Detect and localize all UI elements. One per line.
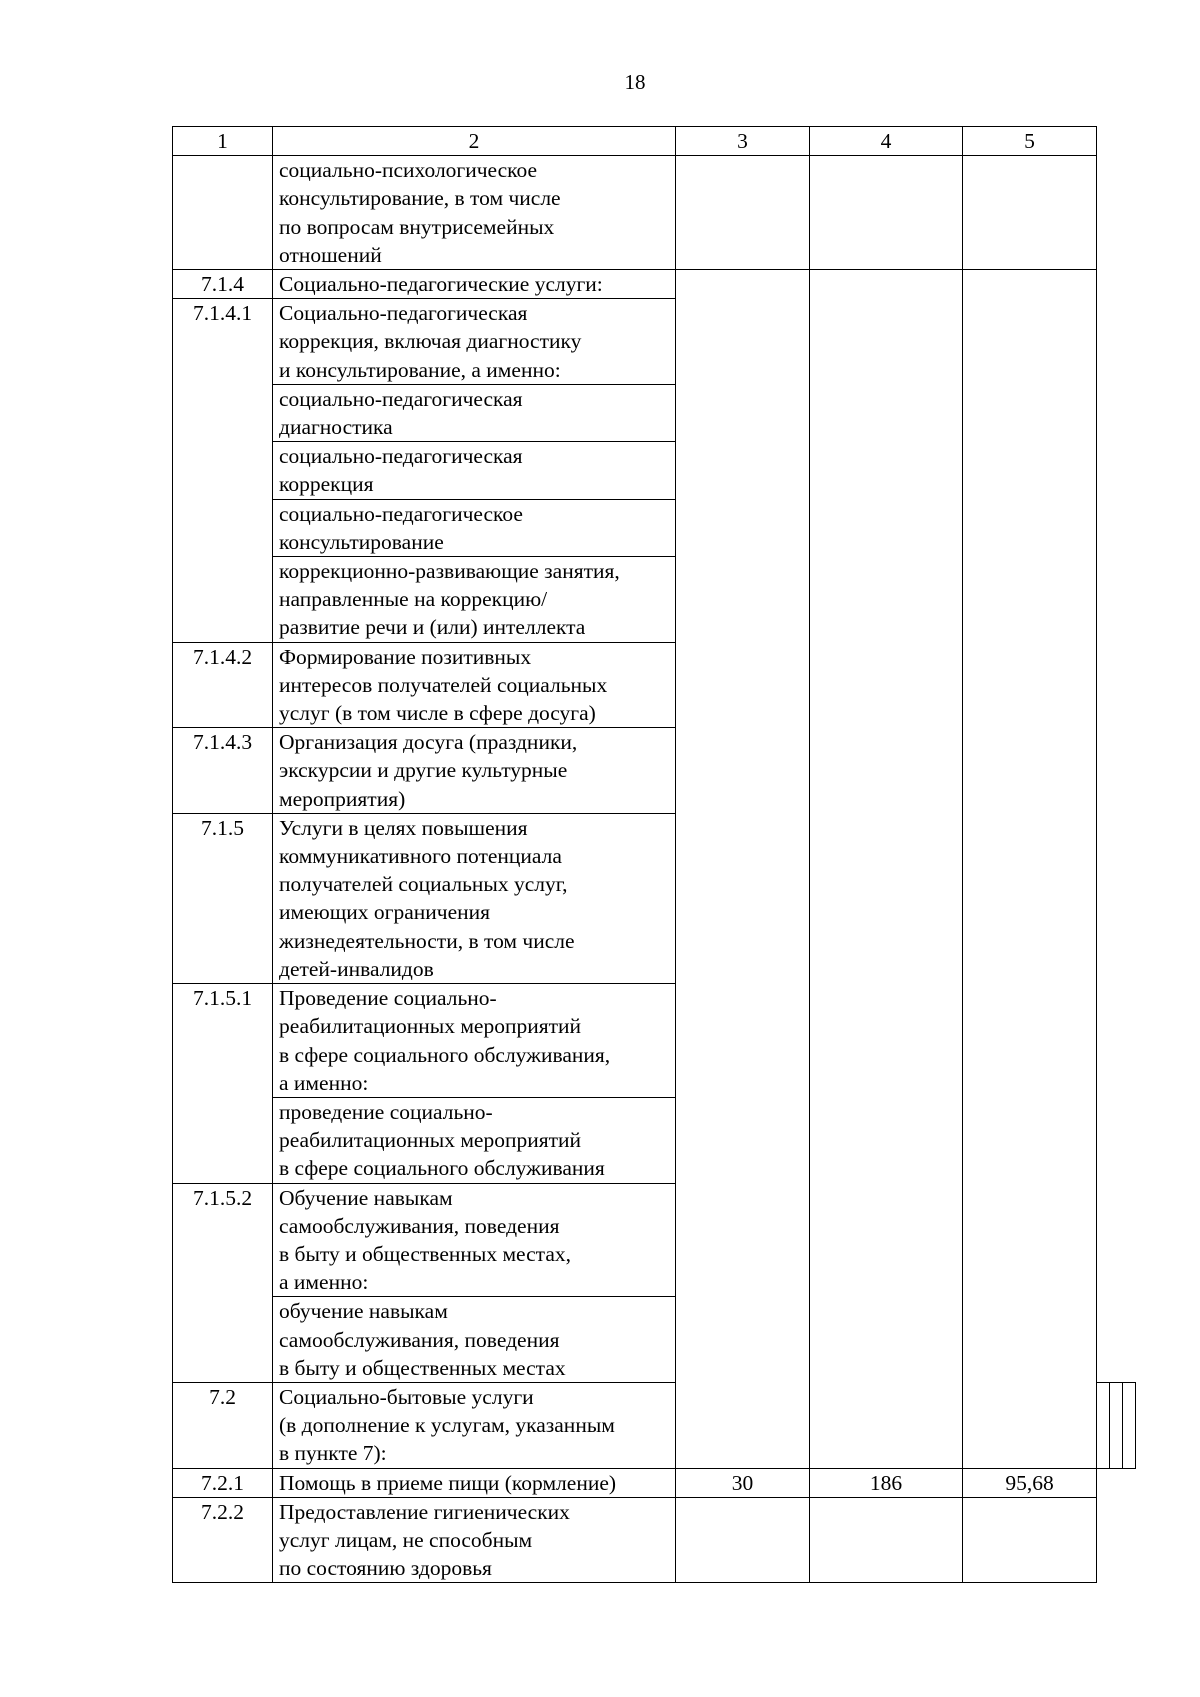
service-description: Услуги в целях повышения коммуникативного потенциала получателей социальных услуг, имеющих ограничения жизнедеятельности, в том числе детей-инвалидов — [273, 813, 676, 983]
service-description: Социально-педагогическая коррекция, включая диагностику и консультирование, а именно: — [273, 299, 676, 385]
table-row — [173, 1497, 1136, 1583]
table-row — [173, 156, 1136, 270]
col-5-cell — [963, 156, 1097, 270]
row-number — [173, 156, 273, 270]
row-number: 7.1.4 — [173, 270, 273, 299]
service-description: Формирование позитивных интересов получателей социальных услуг (в том числе в сфере досуга) — [273, 642, 676, 728]
service-description: Обучение навыкам самообслуживания, поведения в быту и общественных местах, а именно: — [273, 1183, 676, 1297]
service-description: проведение социально- реабилитационных мероприятий в сфере социального обслуживания — [273, 1097, 676, 1183]
row-number: 7.1.5.2 — [173, 1183, 273, 1382]
service-description: Предоставление гигиенических услуг лицам, не способным по состоянию здоровья — [273, 1497, 676, 1583]
service-description: Социально-бытовые услуги (в дополнение к услугам, указанным в пункте 7): — [273, 1382, 676, 1468]
service-description: социально-педагогическое консультирование — [273, 499, 676, 556]
service-description: Организация досуга (праздники, экскурсии и другие культурные мероприятия) — [273, 728, 676, 814]
row-number: 7.2.2 — [173, 1497, 273, 1583]
header-col-5: 5 — [963, 127, 1097, 156]
row-number: 7.1.4.3 — [173, 728, 273, 814]
col-5-cell — [963, 1497, 1097, 1583]
table-header-row — [173, 127, 1136, 156]
service-description: социально-педагогическая коррекция — [273, 442, 676, 499]
col-4-merged-cell — [810, 270, 963, 1469]
col-3-cell — [676, 1497, 810, 1583]
service-description: социально-психологическое консультирование, в том числе по вопросам внутрисемейных отношений — [273, 156, 676, 270]
service-description: Помощь в приеме пищи (кормление) — [273, 1468, 676, 1497]
service-description: коррекционно-развивающие занятия, направленные на коррекцию/ развитие речи и (или) интеллекта — [273, 557, 676, 643]
col-5-cell — [1123, 1382, 1136, 1468]
col-3-merged-cell — [676, 270, 810, 1469]
services-table — [172, 126, 1136, 1583]
col-3-value: 30 — [676, 1468, 810, 1497]
col-4-value: 186 — [810, 1468, 963, 1497]
service-description: Социально-педагогические услуги: — [273, 270, 676, 299]
header-col-1: 1 — [173, 127, 273, 156]
header-col-4: 4 — [810, 127, 963, 156]
row-number: 7.2 — [173, 1382, 273, 1468]
table-row — [173, 270, 1136, 299]
row-number: 7.1.5 — [173, 813, 273, 983]
row-number: 7.1.4.1 — [173, 299, 273, 642]
col-5-merged-cell — [963, 270, 1097, 1469]
col-3-cell — [1097, 1382, 1110, 1468]
col-3-cell — [676, 156, 810, 270]
row-number: 7.2.1 — [173, 1468, 273, 1497]
col-4-cell — [810, 1497, 963, 1583]
row-number: 7.1.4.2 — [173, 642, 273, 728]
col-4-cell — [810, 156, 963, 270]
col-5-value: 95,68 — [963, 1468, 1097, 1497]
table-row — [173, 1468, 1136, 1497]
service-description: социально-педагогическая диагностика — [273, 384, 676, 441]
page-number: 18 — [624, 70, 646, 94]
service-description: Проведение социально- реабилитационных мероприятий в сфере социального обслуживания, а именно: — [273, 984, 676, 1098]
col-4-cell — [1110, 1382, 1123, 1468]
service-description: обучение навыкам самообслуживания, поведения в быту и общественных местах — [273, 1297, 676, 1383]
header-col-2: 2 — [273, 127, 676, 156]
row-number: 7.1.5.1 — [173, 984, 273, 1183]
header-col-3: 3 — [676, 127, 810, 156]
